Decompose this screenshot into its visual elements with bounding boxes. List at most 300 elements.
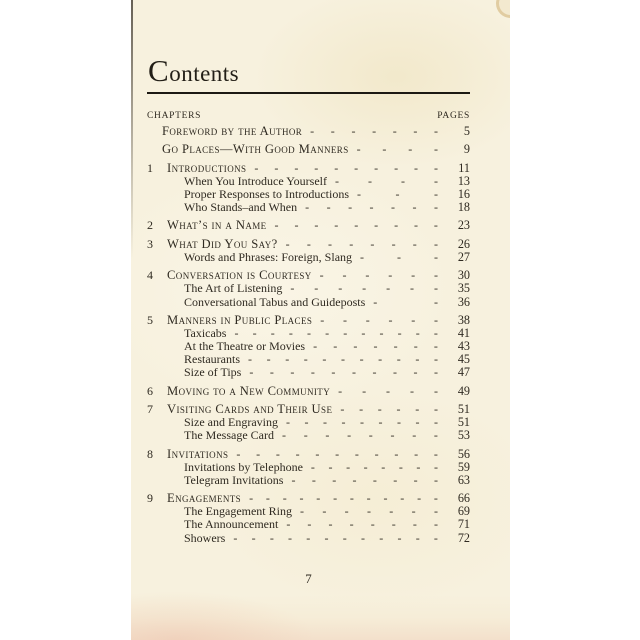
leader-dash: - bbox=[334, 218, 339, 233]
leader-dash: - bbox=[382, 142, 387, 157]
leader-dash: - bbox=[410, 383, 415, 398]
toc-entry bbox=[147, 295, 470, 308]
entry-title: Introductions bbox=[167, 160, 247, 175]
leader-dash: - bbox=[333, 339, 338, 354]
entry-page-number: 69 bbox=[457, 504, 470, 519]
leader-dash: - bbox=[396, 415, 401, 430]
leader-dash: - bbox=[351, 124, 356, 138]
leader-dash: - bbox=[433, 446, 438, 461]
leader-dash: - bbox=[363, 459, 368, 474]
entry-title: Visiting Cards and Their Use bbox=[167, 402, 333, 417]
entry-title: Engagements bbox=[167, 491, 242, 506]
chapter-group bbox=[147, 237, 470, 263]
dash-leader bbox=[352, 250, 448, 265]
leader-dash: - bbox=[372, 124, 377, 138]
leader-dash: - bbox=[366, 504, 371, 519]
toc-entry bbox=[147, 313, 470, 326]
entry-page-number: 59 bbox=[457, 459, 470, 474]
leader-dash: - bbox=[433, 339, 438, 354]
leader-dash: - bbox=[274, 160, 279, 175]
entry-title: Moving to a New Community bbox=[167, 383, 331, 398]
dash-leader bbox=[302, 124, 448, 139]
leader-dash: - bbox=[369, 200, 374, 215]
entry-page-number: 51 bbox=[457, 402, 470, 417]
leader-dash: - bbox=[397, 249, 402, 264]
leader-dash: - bbox=[306, 236, 311, 251]
leader-dash: - bbox=[303, 428, 308, 443]
leader-dash: - bbox=[285, 236, 290, 251]
leader-dash: - bbox=[251, 530, 256, 545]
leader-dash: - bbox=[313, 339, 318, 354]
chapter-number: 2 bbox=[147, 218, 153, 233]
leader-dash: - bbox=[374, 446, 379, 461]
leader-dash: - bbox=[388, 312, 393, 327]
leader-dash: - bbox=[396, 352, 401, 367]
leader-dash: - bbox=[433, 142, 438, 157]
leader-dash: - bbox=[233, 530, 238, 545]
entry-page-number: 63 bbox=[457, 472, 470, 487]
leader-dash: - bbox=[351, 365, 356, 380]
leader-dash: - bbox=[274, 218, 279, 233]
chapters-column-header: CHAPTERS bbox=[147, 111, 202, 121]
leader-dash: - bbox=[368, 428, 373, 443]
entry-page-number: 9 bbox=[463, 142, 470, 157]
leader-dash: - bbox=[290, 365, 295, 380]
leader-dash: - bbox=[299, 491, 304, 506]
leader-dash: - bbox=[416, 459, 421, 474]
leader-dash: - bbox=[310, 459, 315, 474]
entry-title: What Did You Say? bbox=[167, 236, 278, 251]
toc-entry bbox=[147, 237, 470, 250]
leader-dash: - bbox=[396, 402, 401, 417]
leader-dash: - bbox=[394, 446, 399, 461]
page-title: Contents bbox=[148, 53, 240, 88]
column-headers bbox=[147, 111, 470, 122]
toc-entry bbox=[147, 174, 470, 187]
leader-dash: - bbox=[288, 326, 293, 340]
chapter-number: 3 bbox=[147, 236, 153, 251]
leader-dash: - bbox=[360, 249, 365, 264]
leader-dash: - bbox=[353, 339, 358, 354]
entry-page-number: 56 bbox=[457, 446, 470, 461]
leader-dash: - bbox=[413, 339, 418, 354]
leader-dash: - bbox=[342, 268, 347, 283]
chapter-group bbox=[147, 218, 470, 231]
leader-dash: - bbox=[269, 530, 274, 545]
leader-dash: - bbox=[248, 352, 252, 367]
leader-dash: - bbox=[340, 352, 345, 367]
leader-dash: - bbox=[304, 415, 309, 430]
leader-dash: - bbox=[413, 472, 418, 487]
toc-entry bbox=[147, 473, 470, 486]
leader-dash: - bbox=[393, 339, 398, 354]
toc-entry bbox=[147, 531, 470, 544]
leader-dash: - bbox=[433, 472, 438, 487]
leader-dash: - bbox=[328, 459, 333, 474]
leader-dash: - bbox=[314, 218, 319, 233]
leader-dash: - bbox=[340, 402, 345, 417]
chapter-group bbox=[147, 491, 470, 543]
leader-dash: - bbox=[372, 365, 377, 380]
leader-dash: - bbox=[434, 294, 438, 309]
leader-dash: - bbox=[415, 530, 420, 545]
toc-entry bbox=[147, 281, 470, 294]
leader-dash: - bbox=[372, 472, 377, 487]
leader-dash: - bbox=[395, 186, 400, 201]
entry-title: Size of Tips bbox=[184, 365, 242, 380]
leader-dash: - bbox=[286, 517, 291, 532]
leader-dash: - bbox=[335, 173, 339, 188]
leader-dash: - bbox=[354, 446, 359, 461]
entry-title: Who Stands–and When bbox=[184, 200, 298, 215]
entry-page-number: 27 bbox=[457, 249, 470, 264]
leader-dash: - bbox=[411, 268, 416, 283]
front-matter-group bbox=[147, 142, 470, 155]
toc-entry bbox=[147, 491, 470, 504]
leader-dash: - bbox=[433, 160, 438, 175]
leader-dash: - bbox=[315, 446, 320, 461]
leader-dash: - bbox=[306, 530, 311, 545]
toc-entry bbox=[147, 384, 470, 397]
leader-dash: - bbox=[335, 446, 340, 461]
entry-title: Invitations bbox=[167, 446, 229, 461]
entry-title: Showers bbox=[184, 530, 226, 545]
leader-dash: - bbox=[434, 200, 438, 215]
leader-dash: - bbox=[249, 365, 254, 380]
leader-dash: - bbox=[362, 281, 367, 296]
toc-entry bbox=[147, 218, 470, 231]
leader-dash: - bbox=[285, 352, 290, 367]
leader-dash: - bbox=[332, 472, 337, 487]
chapter-group bbox=[147, 313, 470, 378]
leader-dash: - bbox=[370, 517, 375, 532]
leader-dash: - bbox=[412, 428, 417, 443]
toc-entry bbox=[147, 339, 470, 352]
leader-dash: - bbox=[360, 530, 365, 545]
leader-dash: - bbox=[379, 530, 384, 545]
entry-title: The Engagement Ring bbox=[184, 504, 292, 519]
entry-page-number: 53 bbox=[457, 428, 470, 443]
leader-dash: - bbox=[303, 352, 308, 367]
leader-dash: - bbox=[310, 124, 315, 138]
leader-dash: - bbox=[294, 218, 299, 233]
dash-leader bbox=[225, 531, 448, 546]
leader-dash: - bbox=[392, 365, 397, 380]
leader-dash: - bbox=[269, 365, 274, 380]
leader-dash: - bbox=[394, 160, 399, 175]
dash-leader bbox=[283, 473, 448, 488]
leader-dash: - bbox=[388, 268, 393, 283]
entry-page-number: 13 bbox=[457, 173, 470, 188]
leader-dash: - bbox=[314, 160, 319, 175]
leader-dash: - bbox=[433, 326, 438, 340]
leader-dash: - bbox=[412, 517, 417, 532]
leader-dash: - bbox=[415, 402, 420, 417]
leader-dash: - bbox=[381, 459, 386, 474]
entry-title: At the Theatre or Movies bbox=[184, 339, 306, 354]
leader-dash: - bbox=[234, 326, 239, 340]
leader-dash: - bbox=[331, 365, 336, 380]
leader-dash: - bbox=[394, 218, 399, 233]
leader-dash: - bbox=[365, 312, 370, 327]
leader-dash: - bbox=[392, 124, 397, 138]
toc-entry bbox=[147, 428, 470, 441]
leader-dash: - bbox=[386, 281, 391, 296]
leader-dash: - bbox=[414, 160, 419, 175]
leader-dash: - bbox=[366, 491, 371, 506]
leader-dash: - bbox=[417, 491, 422, 506]
leader-dash: - bbox=[299, 504, 304, 519]
chapter-group bbox=[147, 402, 470, 441]
leader-dash: - bbox=[256, 446, 261, 461]
chapter-number: 1 bbox=[147, 160, 153, 175]
leader-dash: - bbox=[275, 446, 280, 461]
leader-dash: - bbox=[373, 339, 378, 354]
leader-dash: - bbox=[412, 200, 417, 215]
leader-dash: - bbox=[307, 517, 312, 532]
leader-dash: - bbox=[343, 312, 347, 327]
chapter-group bbox=[147, 161, 470, 213]
pages-column-header: PAGES bbox=[437, 111, 470, 121]
table-of-contents bbox=[147, 0, 470, 640]
entry-title: Restaurants bbox=[184, 352, 240, 367]
toc-entry bbox=[147, 187, 470, 200]
leader-dash: - bbox=[433, 186, 438, 201]
leader-dash: - bbox=[281, 428, 286, 443]
dash-leader bbox=[330, 384, 448, 399]
leader-dash: - bbox=[295, 446, 300, 461]
entry-title: When You Introduce Yourself bbox=[184, 173, 327, 188]
leader-dash: - bbox=[359, 402, 364, 417]
toc-entry bbox=[147, 402, 470, 415]
leader-dash: - bbox=[400, 491, 405, 506]
leader-dash: - bbox=[413, 218, 418, 233]
entry-title: Manners in Public Places bbox=[167, 312, 313, 327]
leader-dash: - bbox=[288, 530, 293, 545]
leader-dash: - bbox=[343, 326, 348, 340]
chapter-group bbox=[147, 447, 470, 486]
entry-title: Words and Phrases: Foreign, Slang bbox=[184, 249, 353, 264]
leader-dash: - bbox=[391, 200, 396, 215]
toc-entry bbox=[147, 352, 470, 365]
leader-dash: - bbox=[359, 352, 364, 367]
toc-entry bbox=[147, 250, 470, 263]
leader-dash: - bbox=[338, 281, 343, 296]
entry-title: Size and Engraving bbox=[184, 415, 278, 430]
chapter-number: 9 bbox=[147, 491, 153, 506]
leader-dash: - bbox=[412, 236, 417, 251]
toc-entry bbox=[147, 161, 470, 174]
leader-dash: - bbox=[408, 142, 413, 157]
leader-dash: - bbox=[347, 428, 352, 443]
toc-entry bbox=[147, 268, 470, 281]
leader-dash: - bbox=[326, 200, 331, 215]
book-page bbox=[131, 0, 510, 640]
leader-dash: - bbox=[328, 517, 333, 532]
leader-dash: - bbox=[433, 530, 438, 545]
leader-dash: - bbox=[434, 124, 438, 138]
leader-dash: - bbox=[390, 428, 395, 443]
entry-page-number: 47 bbox=[457, 365, 470, 380]
leader-dash: - bbox=[389, 504, 394, 519]
toc-entry bbox=[147, 415, 470, 428]
leader-dash: - bbox=[349, 236, 354, 251]
title-rule bbox=[147, 92, 470, 94]
leader-dash: - bbox=[322, 504, 327, 519]
leader-dash: - bbox=[352, 472, 357, 487]
leader-dash: - bbox=[291, 472, 296, 487]
leader-dash: - bbox=[324, 530, 329, 545]
folio-page-number: 7 bbox=[305, 571, 312, 586]
leader-dash: - bbox=[433, 218, 438, 233]
leader-dash: - bbox=[319, 268, 324, 283]
chapter-group bbox=[147, 384, 470, 397]
leader-dash: - bbox=[266, 352, 271, 367]
entry-page-number: 51 bbox=[457, 415, 470, 430]
leader-dash: - bbox=[314, 281, 319, 296]
chapter-number: 7 bbox=[147, 402, 153, 417]
toc-entry bbox=[147, 447, 470, 460]
dash-leader bbox=[241, 365, 448, 380]
leader-dash: - bbox=[310, 365, 315, 380]
entry-page-number: 41 bbox=[457, 326, 470, 340]
leader-dash: - bbox=[342, 530, 347, 545]
leader-dash: - bbox=[393, 472, 398, 487]
entry-page-number: 49 bbox=[457, 383, 470, 398]
leader-dash: - bbox=[359, 415, 364, 430]
leader-dash: - bbox=[433, 383, 438, 398]
leader-dash: - bbox=[322, 415, 327, 430]
leader-dash: - bbox=[433, 236, 438, 251]
leader-dash: - bbox=[391, 236, 396, 251]
entry-title: Proper Responses to Introductions bbox=[184, 186, 349, 201]
leader-dash: - bbox=[434, 249, 438, 264]
entry-page-number: 11 bbox=[458, 160, 470, 175]
leader-dash: - bbox=[249, 491, 254, 506]
leader-dash: - bbox=[325, 428, 330, 443]
leader-dash: - bbox=[433, 428, 438, 443]
entry-page-number: 66 bbox=[457, 491, 470, 506]
leader-dash: - bbox=[433, 459, 438, 474]
stain-mark bbox=[496, 0, 510, 18]
toc-entry bbox=[147, 517, 470, 530]
entry-page-number: 26 bbox=[457, 236, 470, 251]
leader-dash: - bbox=[305, 200, 310, 215]
leader-dash: - bbox=[433, 517, 438, 532]
leader-dash: - bbox=[322, 352, 327, 367]
leader-dash: - bbox=[434, 173, 438, 188]
leader-dash: - bbox=[325, 326, 330, 340]
leader-dash: - bbox=[373, 294, 378, 309]
leader-dash: - bbox=[285, 415, 290, 430]
leader-dash: - bbox=[391, 517, 396, 532]
leader-dash: - bbox=[433, 504, 438, 519]
entry-page-number: 72 bbox=[457, 530, 470, 545]
entry-page-number: 43 bbox=[457, 339, 470, 354]
entry-page-number: 30 bbox=[457, 268, 470, 283]
leader-dash: - bbox=[356, 142, 361, 157]
leader-dash: - bbox=[377, 402, 382, 417]
entry-page-number: 71 bbox=[457, 517, 470, 532]
leader-dash: - bbox=[368, 173, 372, 188]
leader-dash: - bbox=[413, 365, 418, 380]
leader-dash: - bbox=[433, 491, 438, 506]
leader-dash: - bbox=[328, 236, 332, 251]
leader-dash: - bbox=[433, 352, 438, 367]
entry-title: What’s in a Name bbox=[167, 218, 267, 233]
leader-dash: - bbox=[362, 383, 367, 398]
entry-title: Conversational Tabus and Guideposts bbox=[184, 294, 366, 309]
front-matter-group bbox=[147, 124, 470, 137]
leader-dash: - bbox=[433, 402, 438, 417]
entry-page-number: 18 bbox=[457, 200, 470, 215]
leader-dash: - bbox=[379, 326, 384, 340]
leader-dash: - bbox=[398, 459, 403, 474]
leader-dash: - bbox=[433, 281, 438, 296]
dash-leader bbox=[349, 142, 448, 157]
leader-dash: - bbox=[348, 200, 353, 215]
leader-dash: - bbox=[349, 517, 354, 532]
toc-entry bbox=[147, 504, 470, 517]
leader-dash: - bbox=[413, 124, 418, 138]
leader-dash: - bbox=[306, 326, 311, 340]
dash-leader bbox=[274, 428, 448, 443]
leader-dash: - bbox=[434, 365, 438, 380]
toc-list bbox=[147, 124, 470, 544]
leader-dash: - bbox=[433, 312, 438, 327]
entry-title: Taxicabs bbox=[184, 326, 227, 340]
entry-title: Telegram Invitations bbox=[184, 472, 284, 487]
dash-leader bbox=[365, 295, 448, 310]
page-edge-shadow bbox=[131, 0, 133, 258]
leader-dash: - bbox=[236, 446, 241, 461]
leader-dash: - bbox=[356, 186, 361, 201]
entry-title: The Art of Listening bbox=[184, 281, 283, 296]
toc-entry bbox=[147, 460, 470, 473]
leader-dash: - bbox=[361, 326, 366, 340]
leader-dash: - bbox=[433, 415, 438, 430]
leader-dash: - bbox=[386, 383, 391, 398]
leader-dash: - bbox=[378, 415, 383, 430]
toc-entry bbox=[147, 124, 470, 137]
leader-dash: - bbox=[333, 491, 338, 506]
toc-entry bbox=[147, 365, 470, 378]
entry-title: Foreword by the Author bbox=[162, 124, 303, 138]
leader-dash: - bbox=[254, 160, 259, 175]
leader-dash: - bbox=[252, 326, 257, 340]
entry-page-number: 35 bbox=[457, 281, 470, 296]
leader-dash: - bbox=[341, 415, 346, 430]
leader-dash: - bbox=[316, 491, 321, 506]
leader-dash: - bbox=[415, 352, 420, 367]
chapter-number: 5 bbox=[147, 312, 153, 327]
chapter-number: 8 bbox=[147, 446, 153, 461]
leader-dash: - bbox=[282, 491, 287, 506]
leader-dash: - bbox=[411, 312, 416, 327]
entry-title: The Announcement bbox=[184, 517, 279, 532]
leader-dash: - bbox=[411, 504, 416, 519]
dash-leader bbox=[297, 200, 448, 215]
leader-dash: - bbox=[365, 268, 370, 283]
chapter-group bbox=[147, 268, 470, 307]
entry-page-number: 5 bbox=[463, 124, 470, 138]
leader-dash: - bbox=[415, 415, 420, 430]
leader-dash: - bbox=[294, 160, 299, 175]
leader-dash: - bbox=[354, 218, 359, 233]
leader-dash: - bbox=[265, 491, 270, 506]
leader-dash: - bbox=[397, 326, 402, 340]
leader-dash: - bbox=[349, 491, 354, 506]
